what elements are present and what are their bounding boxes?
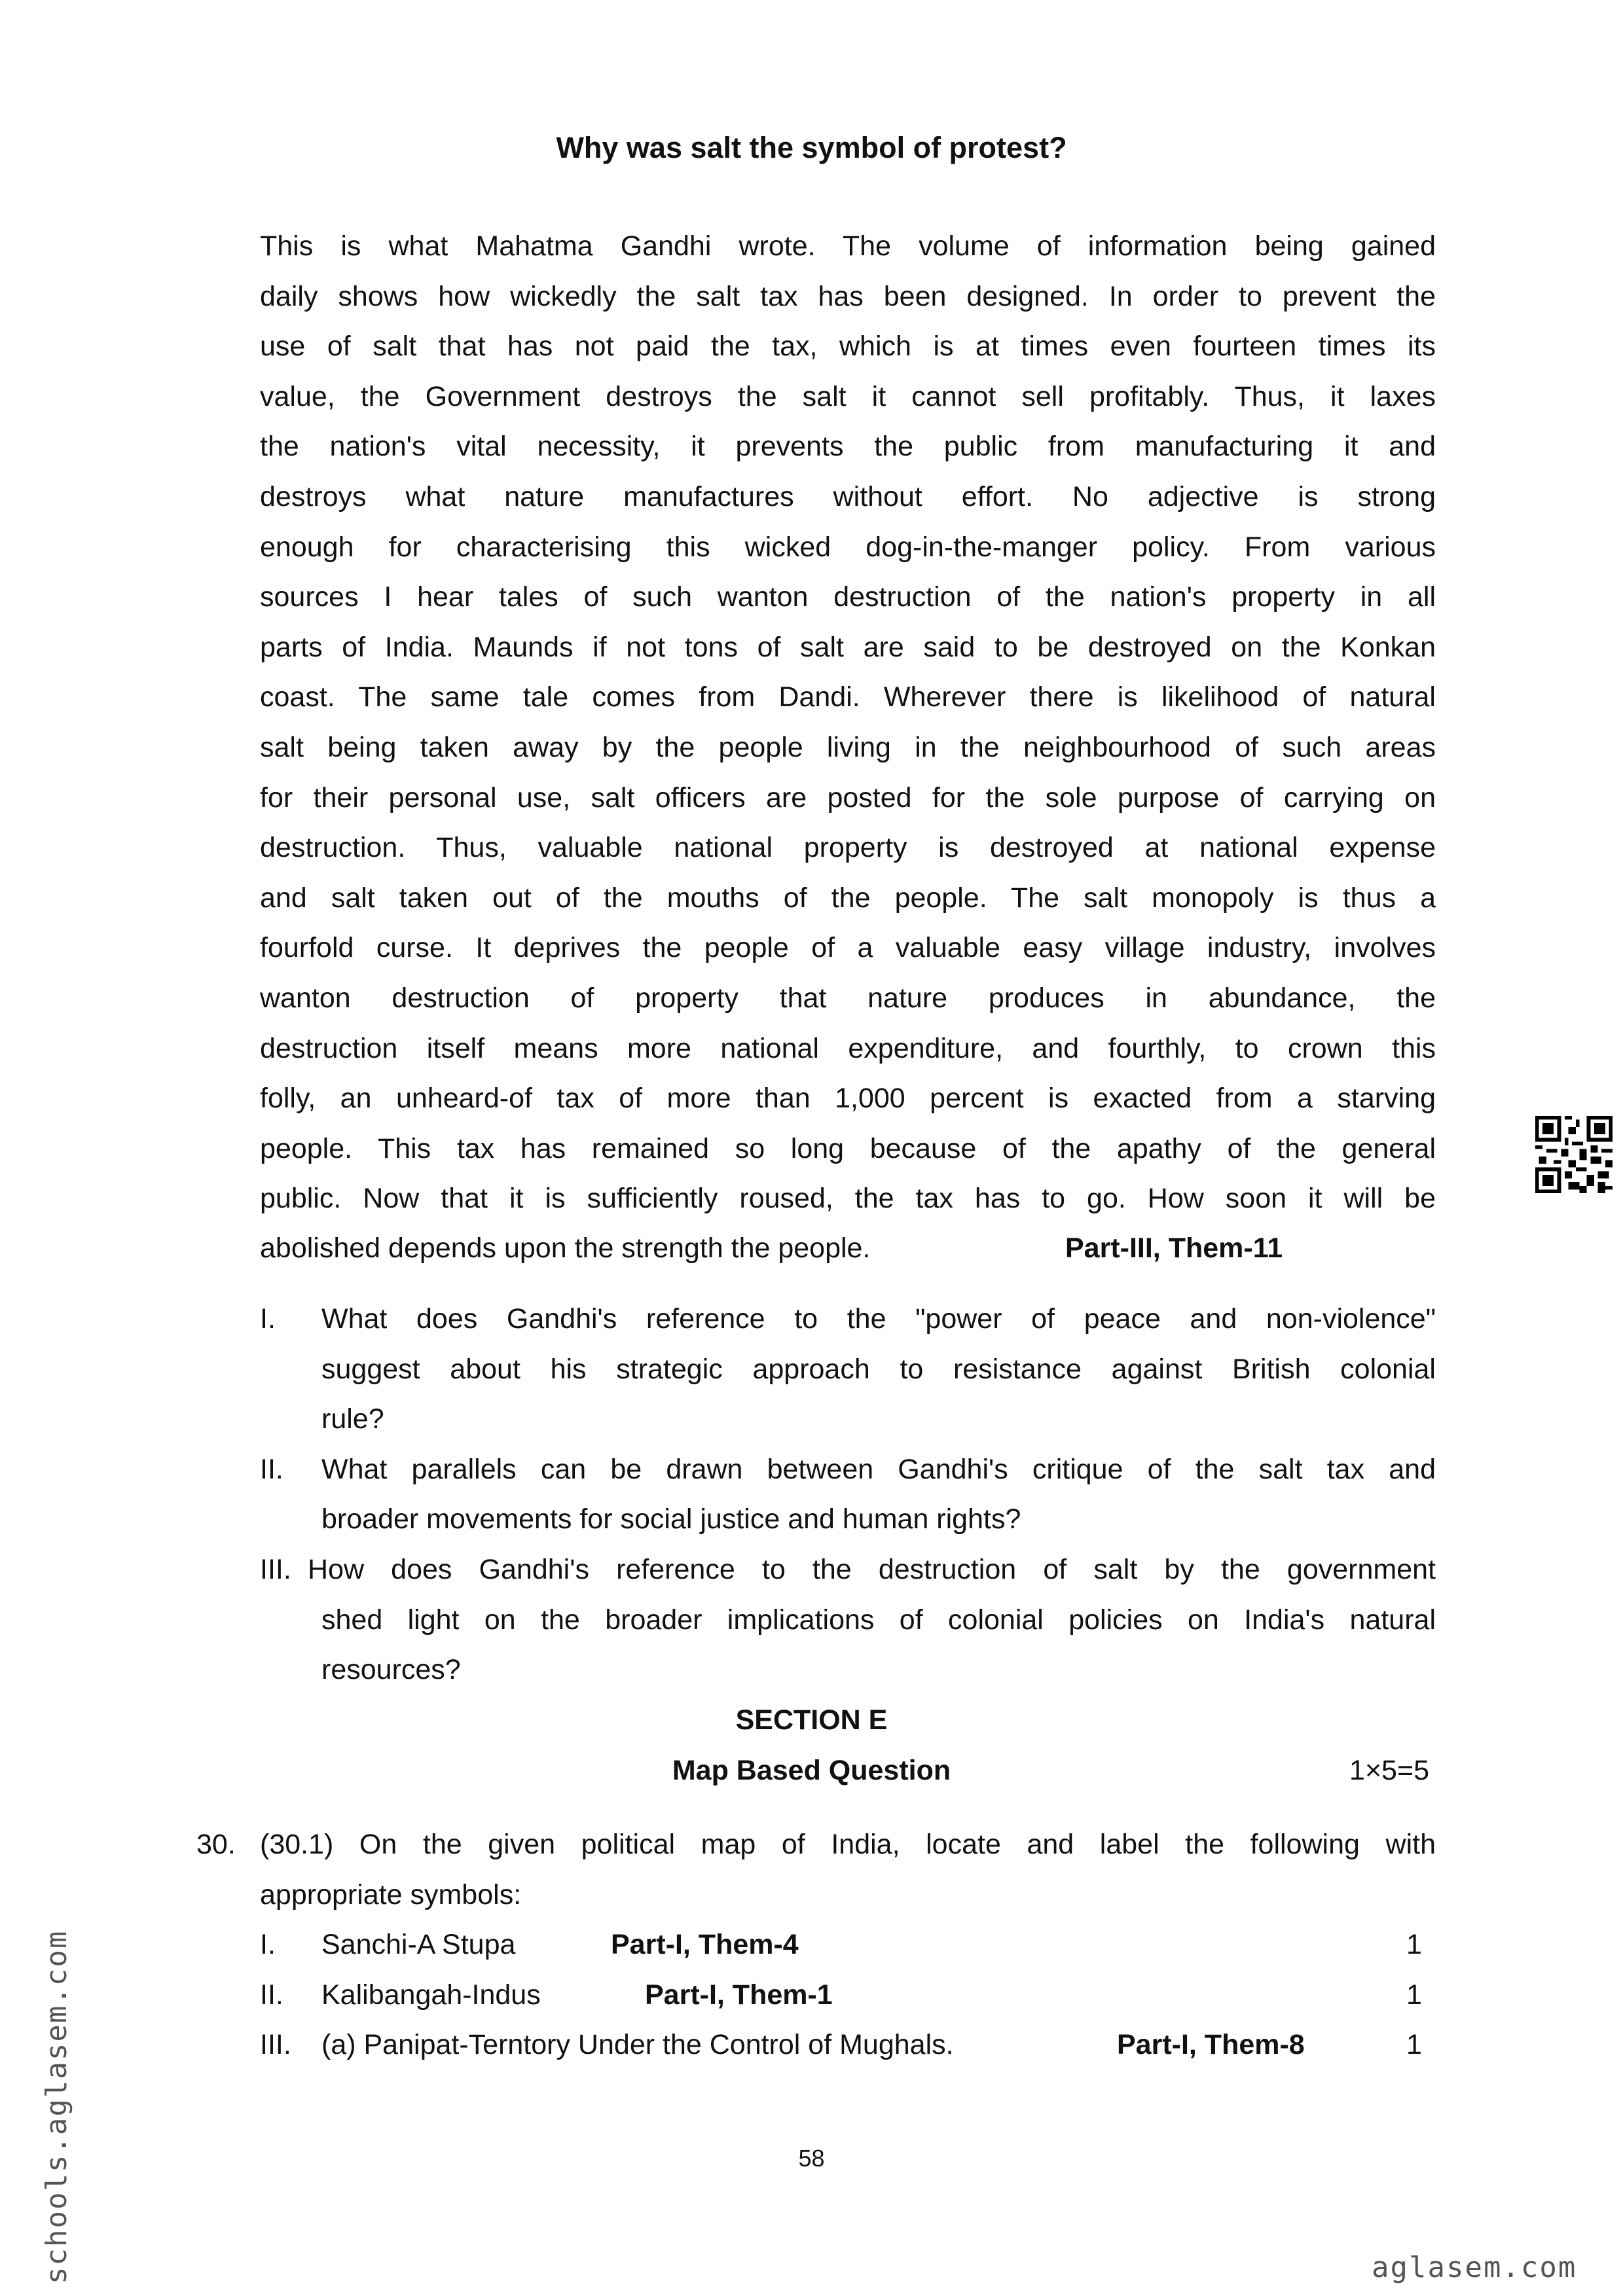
watermark-left: schools.aglasem.com (40, 1929, 73, 2284)
question-text: resources? (321, 1654, 461, 1686)
page-number: 58 (798, 2145, 825, 2172)
question-number: II. (260, 1453, 283, 1485)
question-number: III. (260, 1554, 291, 1585)
q30-number: 30. (196, 1829, 236, 1860)
passage-line: the nation's vital necessity, it prevents the public from manufacturing it and (260, 431, 1436, 463)
qr-code-icon[interactable] (1535, 1116, 1613, 1193)
passage-line: and salt taken out of the mouths of the people. The salt monopoly is thus a (260, 882, 1436, 914)
q30-item-number: I. (260, 1929, 276, 1960)
q30-item-source: Part-I, Them-8 (1117, 2029, 1305, 2060)
passage-line: destruction. Thus, valuable national property is destroyed at national expense (260, 832, 1436, 864)
question-number: I. (260, 1303, 276, 1335)
q30-item-marks: 1 (1406, 1929, 1422, 1960)
question-text: broader movements for social justice and human rights? (321, 1503, 1021, 1535)
q30-item-text: Kalibangah-Indus (321, 1979, 541, 2011)
passage-source: Part-III, Them-11 (1065, 1232, 1283, 1264)
passage-line: public. Now that it is sufficiently roused, the tax has to go. How soon it will be (260, 1183, 1436, 1215)
passage-line: wanton destruction of property that nature produces in abundance, the (260, 982, 1436, 1014)
q30-item-source: Part-I, Them-4 (611, 1929, 799, 1960)
passage-last-line (260, 1223, 1436, 1274)
passage-line: daily shows how wickedly the salt tax has been designed. In order to prevent the (260, 280, 1436, 312)
passage-line: coast. The same tale comes from Dandi. Wherever there is likelihood of natural (260, 681, 1436, 713)
passage-line: destroys what nature manufactures without effort. No adjective is strong (260, 480, 1436, 512)
passage-line: fourfold curse. It deprives the people of a valuable easy village industry, involves (260, 932, 1436, 964)
passage-line: parts of India. Maunds if not tons of salt are said to be destroyed on the Konkan (260, 631, 1436, 663)
q30-text-cont: appropriate symbols: (260, 1879, 522, 1910)
section-subheading: Map Based Question (672, 1755, 951, 1786)
passage-line: This is what Mahatma Gandhi wrote. The volume of information being gained (260, 230, 1436, 262)
passage-line: use of salt that has not paid the tax, which is at times even fourteen times its (260, 331, 1436, 363)
passage-line: folly, an unheard-of tax of more than 1,000 percent is exacted from a starving (260, 1083, 1436, 1115)
section-heading: SECTION E (735, 1704, 888, 1736)
section-marks: 1×5=5 (1349, 1755, 1429, 1786)
q30-item-text: Sanchi-A Stupa (321, 1929, 516, 1960)
q30-item-number: II. (260, 1979, 283, 2011)
question-text: How does Gandhi's reference to the destruction of salt by the government (308, 1554, 1436, 1585)
q30-item-marks: 1 (1406, 2029, 1422, 2060)
watermark-right: aglasem.com (1372, 2251, 1577, 2284)
passage-title: Why was salt the symbol of protest? (556, 131, 1067, 164)
q30-item-number: III. (260, 2029, 291, 2060)
question-text: What parallels can be drawn between Gandhi's critique of the salt tax and (321, 1453, 1436, 1485)
passage-line: for their personal use, salt officers are posted for the sole purpose of carrying on (260, 781, 1436, 814)
passage-line: sources I hear tales of such wanton destruction of the nation's property in all (260, 581, 1436, 613)
passage-line: destruction itself means more national expenditure, and fourthly, to crown this (260, 1032, 1436, 1064)
q30-item-text: (a) Panipat-Terntory Under the Control of Mughals. (321, 2029, 954, 2060)
q30-text: (30.1) On the given political map of India, locate and label the following with (260, 1829, 1436, 1860)
question-text: What does Gandhi's reference to the "power of peace and non-violence" (321, 1303, 1436, 1335)
passage-line: enough for characterising this wicked dog-in-the-manger policy. From various (260, 531, 1436, 563)
passage-text: abolished depends upon the strength the people. (260, 1232, 871, 1264)
question-text: rule? (321, 1403, 384, 1435)
q30-item-marks: 1 (1406, 1979, 1422, 2011)
passage (260, 221, 1436, 1224)
passage-line: value, the Government destroys the salt it cannot sell profitably. Thus, it laxes (260, 380, 1436, 412)
q30-item-source: Part-I, Them-1 (645, 1979, 833, 2011)
question-text: shed light on the broader implications of colonial policies on India's natural (321, 1604, 1436, 1636)
passage-line: salt being taken away by the people living in the neighbourhood of such areas (260, 731, 1436, 763)
passage-line: people. This tax has remained so long because of the apathy of the general (260, 1132, 1436, 1164)
question-text: suggest about his strategic approach to resistance against British colonial (321, 1353, 1436, 1385)
